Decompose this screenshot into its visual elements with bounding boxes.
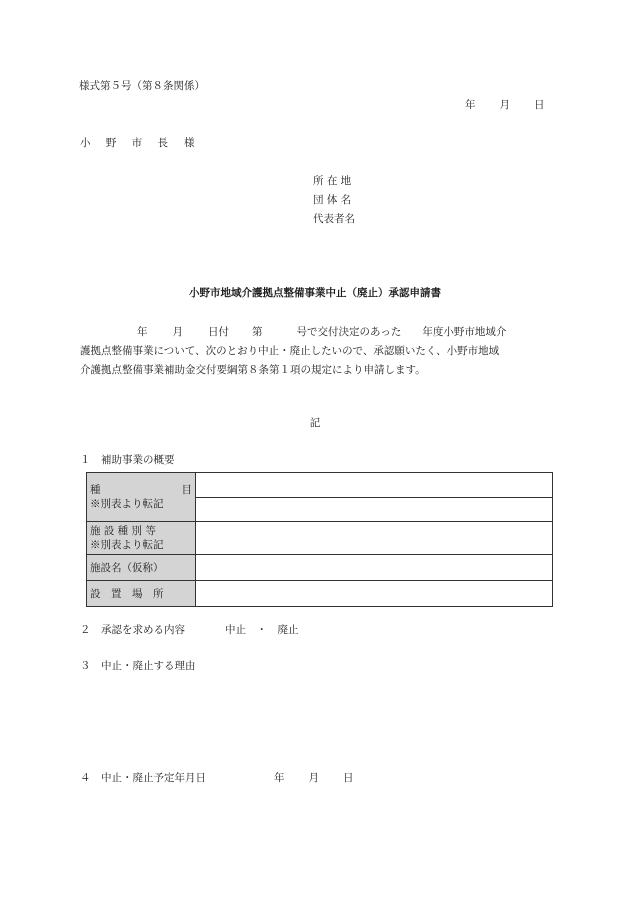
document-title: 小野市地域介護拠点整備事業中止（廃止）承認申請書: [189, 287, 441, 299]
facility-name-label: 施設名（仮称）: [87, 555, 196, 581]
facility-type-label-cell: [87, 522, 196, 555]
body-line-1-tail: 号で交付決定のあった 年度小野市地域介: [296, 326, 507, 338]
cancel-or-abolish-choice: 中止 ・ 廃止: [225, 624, 299, 636]
organization-label: 団 体 名: [313, 194, 352, 206]
section-2: [80, 625, 299, 636]
addressee-name: 小 野 市 長: [80, 137, 175, 149]
item-label-cell: [87, 473, 196, 522]
application-body: [80, 323, 555, 380]
table-row: [87, 581, 553, 607]
table-row: [87, 522, 553, 555]
form-number: 様式第５号（第８条関係）: [79, 80, 205, 92]
project-overview-table: [86, 472, 553, 607]
item-label-left: 種: [90, 483, 101, 496]
representative-label: 代表者名: [313, 213, 355, 225]
facility-type-label: 施 設 種 別 等: [90, 525, 156, 537]
body-line-3: 介護拠点整備事業補助金交付要綱第８条第１項の規定により申請します。: [80, 364, 426, 376]
section-4: [80, 773, 354, 784]
planned-month: 月: [308, 772, 319, 784]
facility-name-value[interactable]: [196, 555, 553, 581]
address-label: 所 在 地: [313, 175, 352, 187]
ki-heading: 記: [309, 417, 321, 429]
body-line-1: [80, 323, 555, 342]
item-label: [90, 483, 192, 497]
date-month: 月: [499, 99, 510, 111]
item-value-1[interactable]: [196, 473, 553, 498]
planned-day: 日: [343, 772, 354, 784]
date-year: 年: [465, 99, 476, 111]
facility-type-note: ※別表より転記: [90, 539, 164, 552]
location-label: 設 置 場 所: [87, 581, 196, 607]
section-2-heading: ２ 承認を求める内容: [80, 624, 185, 636]
facility-type-value[interactable]: [196, 522, 553, 555]
body-year: 年: [137, 326, 148, 338]
addressee-honorific: 様: [184, 137, 201, 149]
body-number: 第: [252, 326, 263, 338]
date-day: 日: [534, 99, 545, 111]
location-value[interactable]: [196, 581, 553, 607]
submission-date: [465, 100, 545, 111]
body-line-2: 護拠点整備事業について、次のとおり中止・廃止したいので、承認願いたく、小野市地域: [80, 345, 500, 357]
addressee: [80, 138, 201, 149]
body-month: 月: [172, 326, 183, 338]
section-1-heading: １ 補助事業の概要: [80, 454, 175, 466]
item-value-2[interactable]: [196, 498, 553, 522]
body-day: 日付: [208, 326, 229, 338]
table-row: [87, 555, 553, 581]
item-note: ※別表より転記: [90, 498, 164, 510]
table-row: [87, 473, 553, 498]
item-label-right: 目: [181, 483, 192, 496]
section-4-heading: ４ 中止・廃止予定年月日: [80, 772, 206, 784]
planned-year: 年: [274, 772, 285, 784]
section-3-heading: ３ 中止・廃止する理由: [80, 660, 196, 672]
